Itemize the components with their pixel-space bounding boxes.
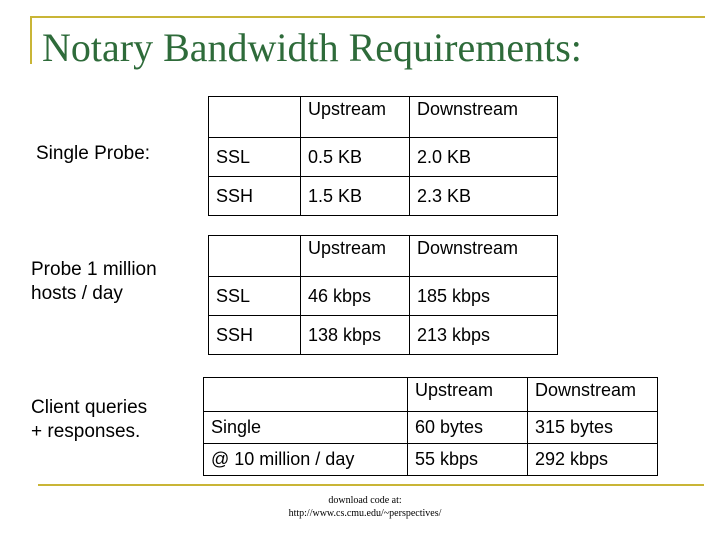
- header-cell-downstream: Downstream: [410, 97, 558, 138]
- header-cell-upstream: Upstream: [301, 236, 410, 277]
- row-label-cell: SSH: [209, 316, 301, 355]
- table-row: [204, 444, 658, 476]
- header-cell-empty: [204, 378, 408, 412]
- footer-url[interactable]: http://www.cs.cmu.edu/~perspectives/: [288, 508, 442, 519]
- header-cell-empty: [209, 236, 301, 277]
- table-row: [209, 277, 558, 316]
- table-probe-million: [208, 235, 558, 355]
- downstream-cell: 292 kbps: [528, 444, 658, 476]
- table-row: [204, 412, 658, 444]
- footer-line1: download code at:: [328, 495, 402, 506]
- row-label-cell: @ 10 million / day: [204, 444, 408, 476]
- frame-top-line: [30, 16, 705, 18]
- slide-title: Notary Bandwidth Requirements:: [42, 25, 582, 70]
- table-header-row: [209, 236, 558, 277]
- table-single-probe: [208, 96, 558, 216]
- row-label-cell: Single: [204, 412, 408, 444]
- table-header-row: [204, 378, 658, 412]
- downstream-cell: 2.0 KB: [410, 138, 558, 177]
- downstream-cell: 213 kbps: [410, 316, 558, 355]
- row-label-cell: SSL: [209, 138, 301, 177]
- table-row: [209, 177, 558, 216]
- frame-left-line: [30, 16, 32, 64]
- header-cell-empty: [209, 97, 301, 138]
- row-label-cell: SSH: [209, 177, 301, 216]
- downstream-cell: 185 kbps: [410, 277, 558, 316]
- label-client-queries-line2: + responses.: [31, 421, 141, 442]
- label-probe-million-line2: hosts / day: [31, 283, 123, 304]
- label-client-queries: [31, 396, 147, 444]
- header-cell-upstream: Upstream: [301, 97, 410, 138]
- header-cell-upstream: Upstream: [408, 378, 528, 412]
- table-row: [209, 316, 558, 355]
- label-single-probe: [36, 142, 150, 166]
- header-cell-downstream: Downstream: [410, 236, 558, 277]
- footer-download-note: [260, 494, 470, 520]
- table-client-queries: [203, 377, 658, 476]
- label-client-queries-line1: Client queries: [31, 397, 148, 418]
- upstream-cell: 1.5 KB: [301, 177, 410, 216]
- table-header-row: [209, 97, 558, 138]
- row-label-cell: SSL: [209, 277, 301, 316]
- header-cell-downstream: Downstream: [528, 378, 658, 412]
- frame-bottom-line: [38, 484, 704, 486]
- upstream-cell: 55 kbps: [408, 444, 528, 476]
- upstream-cell: 138 kbps: [301, 316, 410, 355]
- upstream-cell: 0.5 KB: [301, 138, 410, 177]
- downstream-cell: 315 bytes: [528, 412, 658, 444]
- upstream-cell: 60 bytes: [408, 412, 528, 444]
- label-single-probe-text: Single Probe:: [36, 143, 151, 164]
- label-probe-million: [31, 258, 157, 306]
- table-row: [209, 138, 558, 177]
- upstream-cell: 46 kbps: [301, 277, 410, 316]
- downstream-cell: 2.3 KB: [410, 177, 558, 216]
- label-probe-million-line1: Probe 1 million: [31, 259, 157, 280]
